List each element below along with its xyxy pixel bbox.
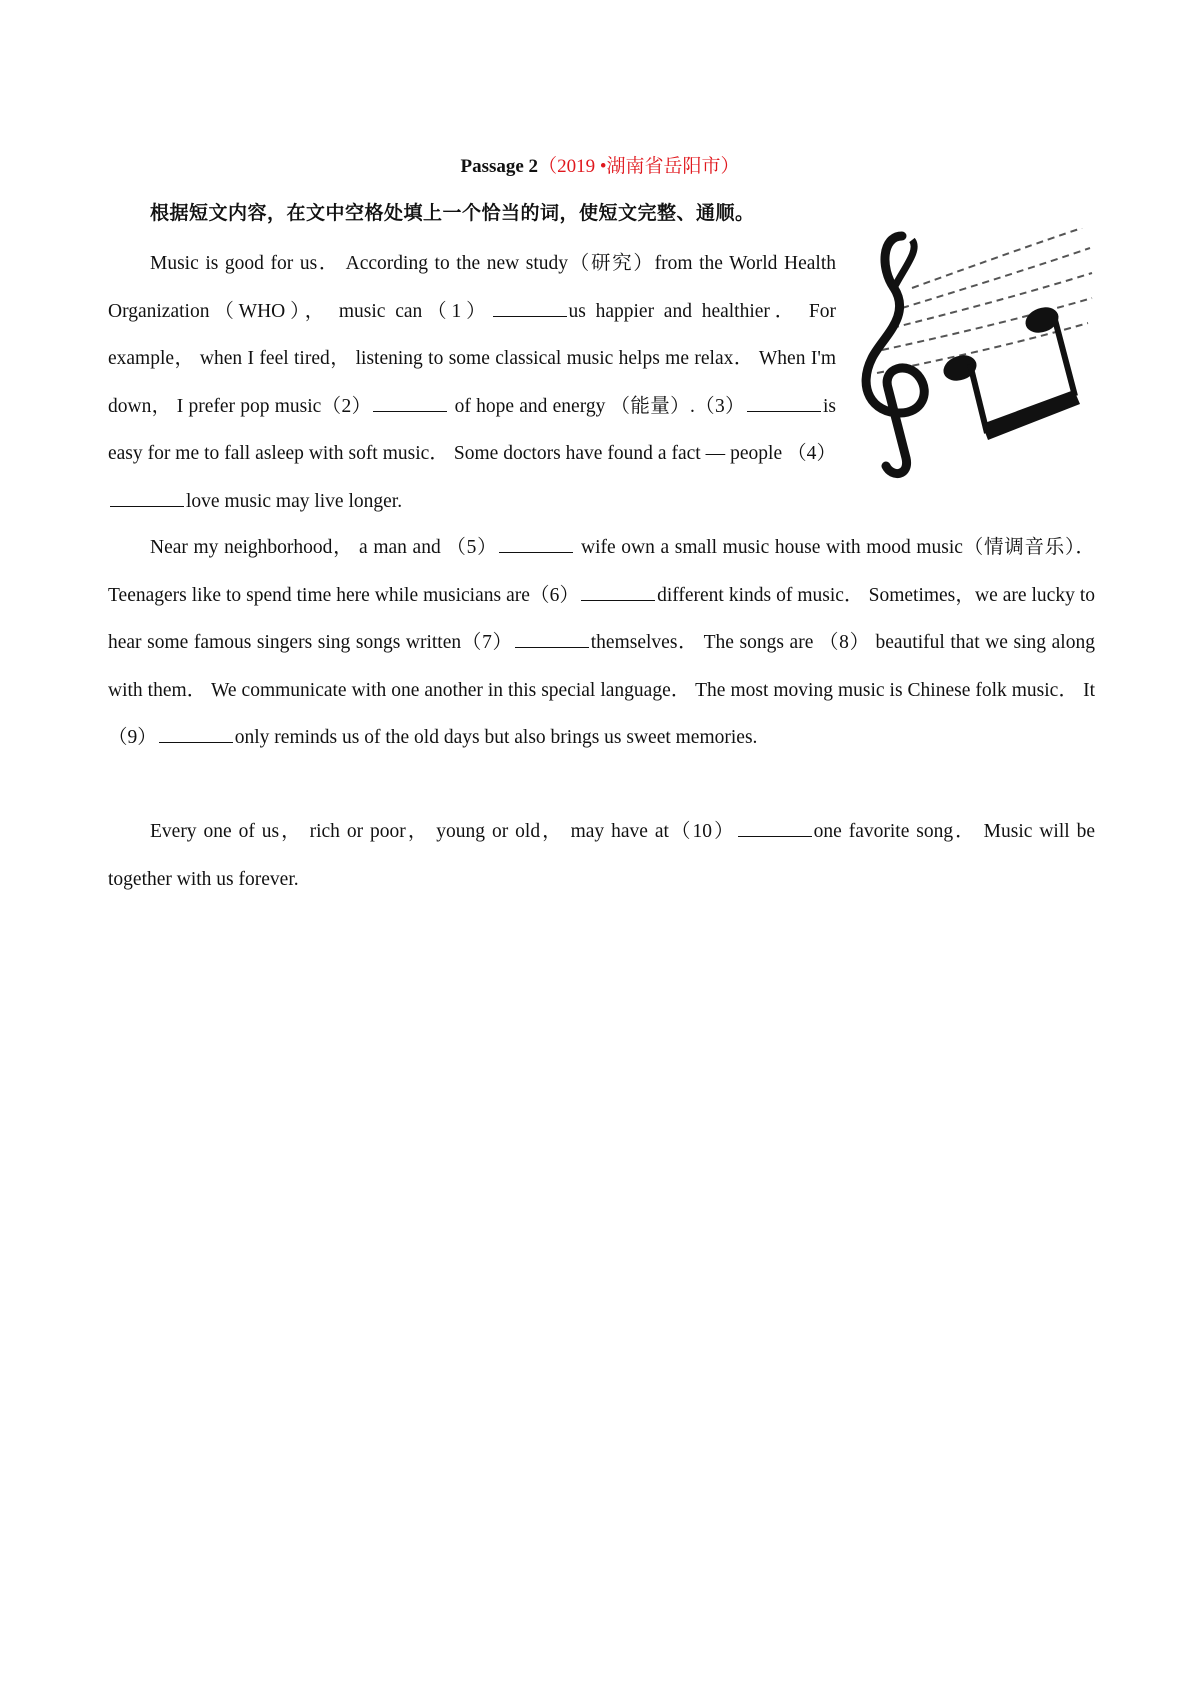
instruction-text: 根据短文内容，在文中空格处填上一个恰当的词，使短文完整、通顺。: [150, 202, 755, 224]
paragraph-1-text: love music may live longer.: [186, 490, 403, 512]
paragraph-1: [108, 240, 836, 525]
passage-number: Passage 2: [460, 156, 539, 177]
paragraph-1-text: us happier and healthier． For example， when I feel tired， listening to some classical music helps me relax． When I'm down， I prefer pop music（2）: [108, 300, 836, 417]
blank-1: [493, 298, 567, 317]
paragraph-2: [108, 524, 1095, 762]
paragraph-3: [108, 808, 1095, 903]
paragraph-1-text: Music is good for us． According to the new study（研究）from the World Health Organization（WHO）， music can（1）: [108, 253, 836, 322]
source-open: （: [538, 156, 558, 177]
blank-2: [373, 393, 447, 412]
blank-7: [515, 629, 589, 648]
paragraph-2-text: wife own a small music house with mood music（情调音乐）． Teenagers like to spend time here while musicians are（6）: [108, 537, 1095, 606]
passage-title: [0, 152, 1200, 182]
paragraph-3-text: one favorite song． Music will be together with us forever.: [108, 821, 1096, 890]
blank-10: [738, 818, 812, 837]
paragraph-3-text: Every one of us， rich or poor， young or old， may have at（10）: [150, 821, 736, 842]
blank-3: [747, 393, 821, 412]
passage-source: 2019 •湖南省岳阳市: [557, 156, 721, 177]
source-close: ）: [720, 156, 740, 177]
blank-4: [110, 488, 184, 507]
blank-5: [499, 534, 573, 553]
paragraph-2-text: Near my neighborhood， a man and （5）: [150, 537, 498, 558]
blank-9: [159, 724, 233, 743]
paragraph-2-text: themselves． The songs are （8） beautiful that we sing along with them． We communicate with one another in this special language． The most moving music is Chinese folk music． It（9）: [108, 632, 1095, 748]
music-notes-icon: [842, 228, 1094, 480]
paragraph-1-text: of hope and energy （能量）.（3）: [449, 395, 745, 417]
paragraph-2-text: only reminds us of the old days but also brings us sweet memories.: [234, 727, 758, 748]
paragraph-1-text: is easy for me to fall asleep with soft music． Some doctors have found a fact — people （4）: [108, 395, 836, 464]
paragraph-2-text: different kinds of music． Sometimes，we are lucky to hear some famous singers sing songs written（7）: [108, 584, 1095, 653]
blank-6: [581, 582, 655, 601]
